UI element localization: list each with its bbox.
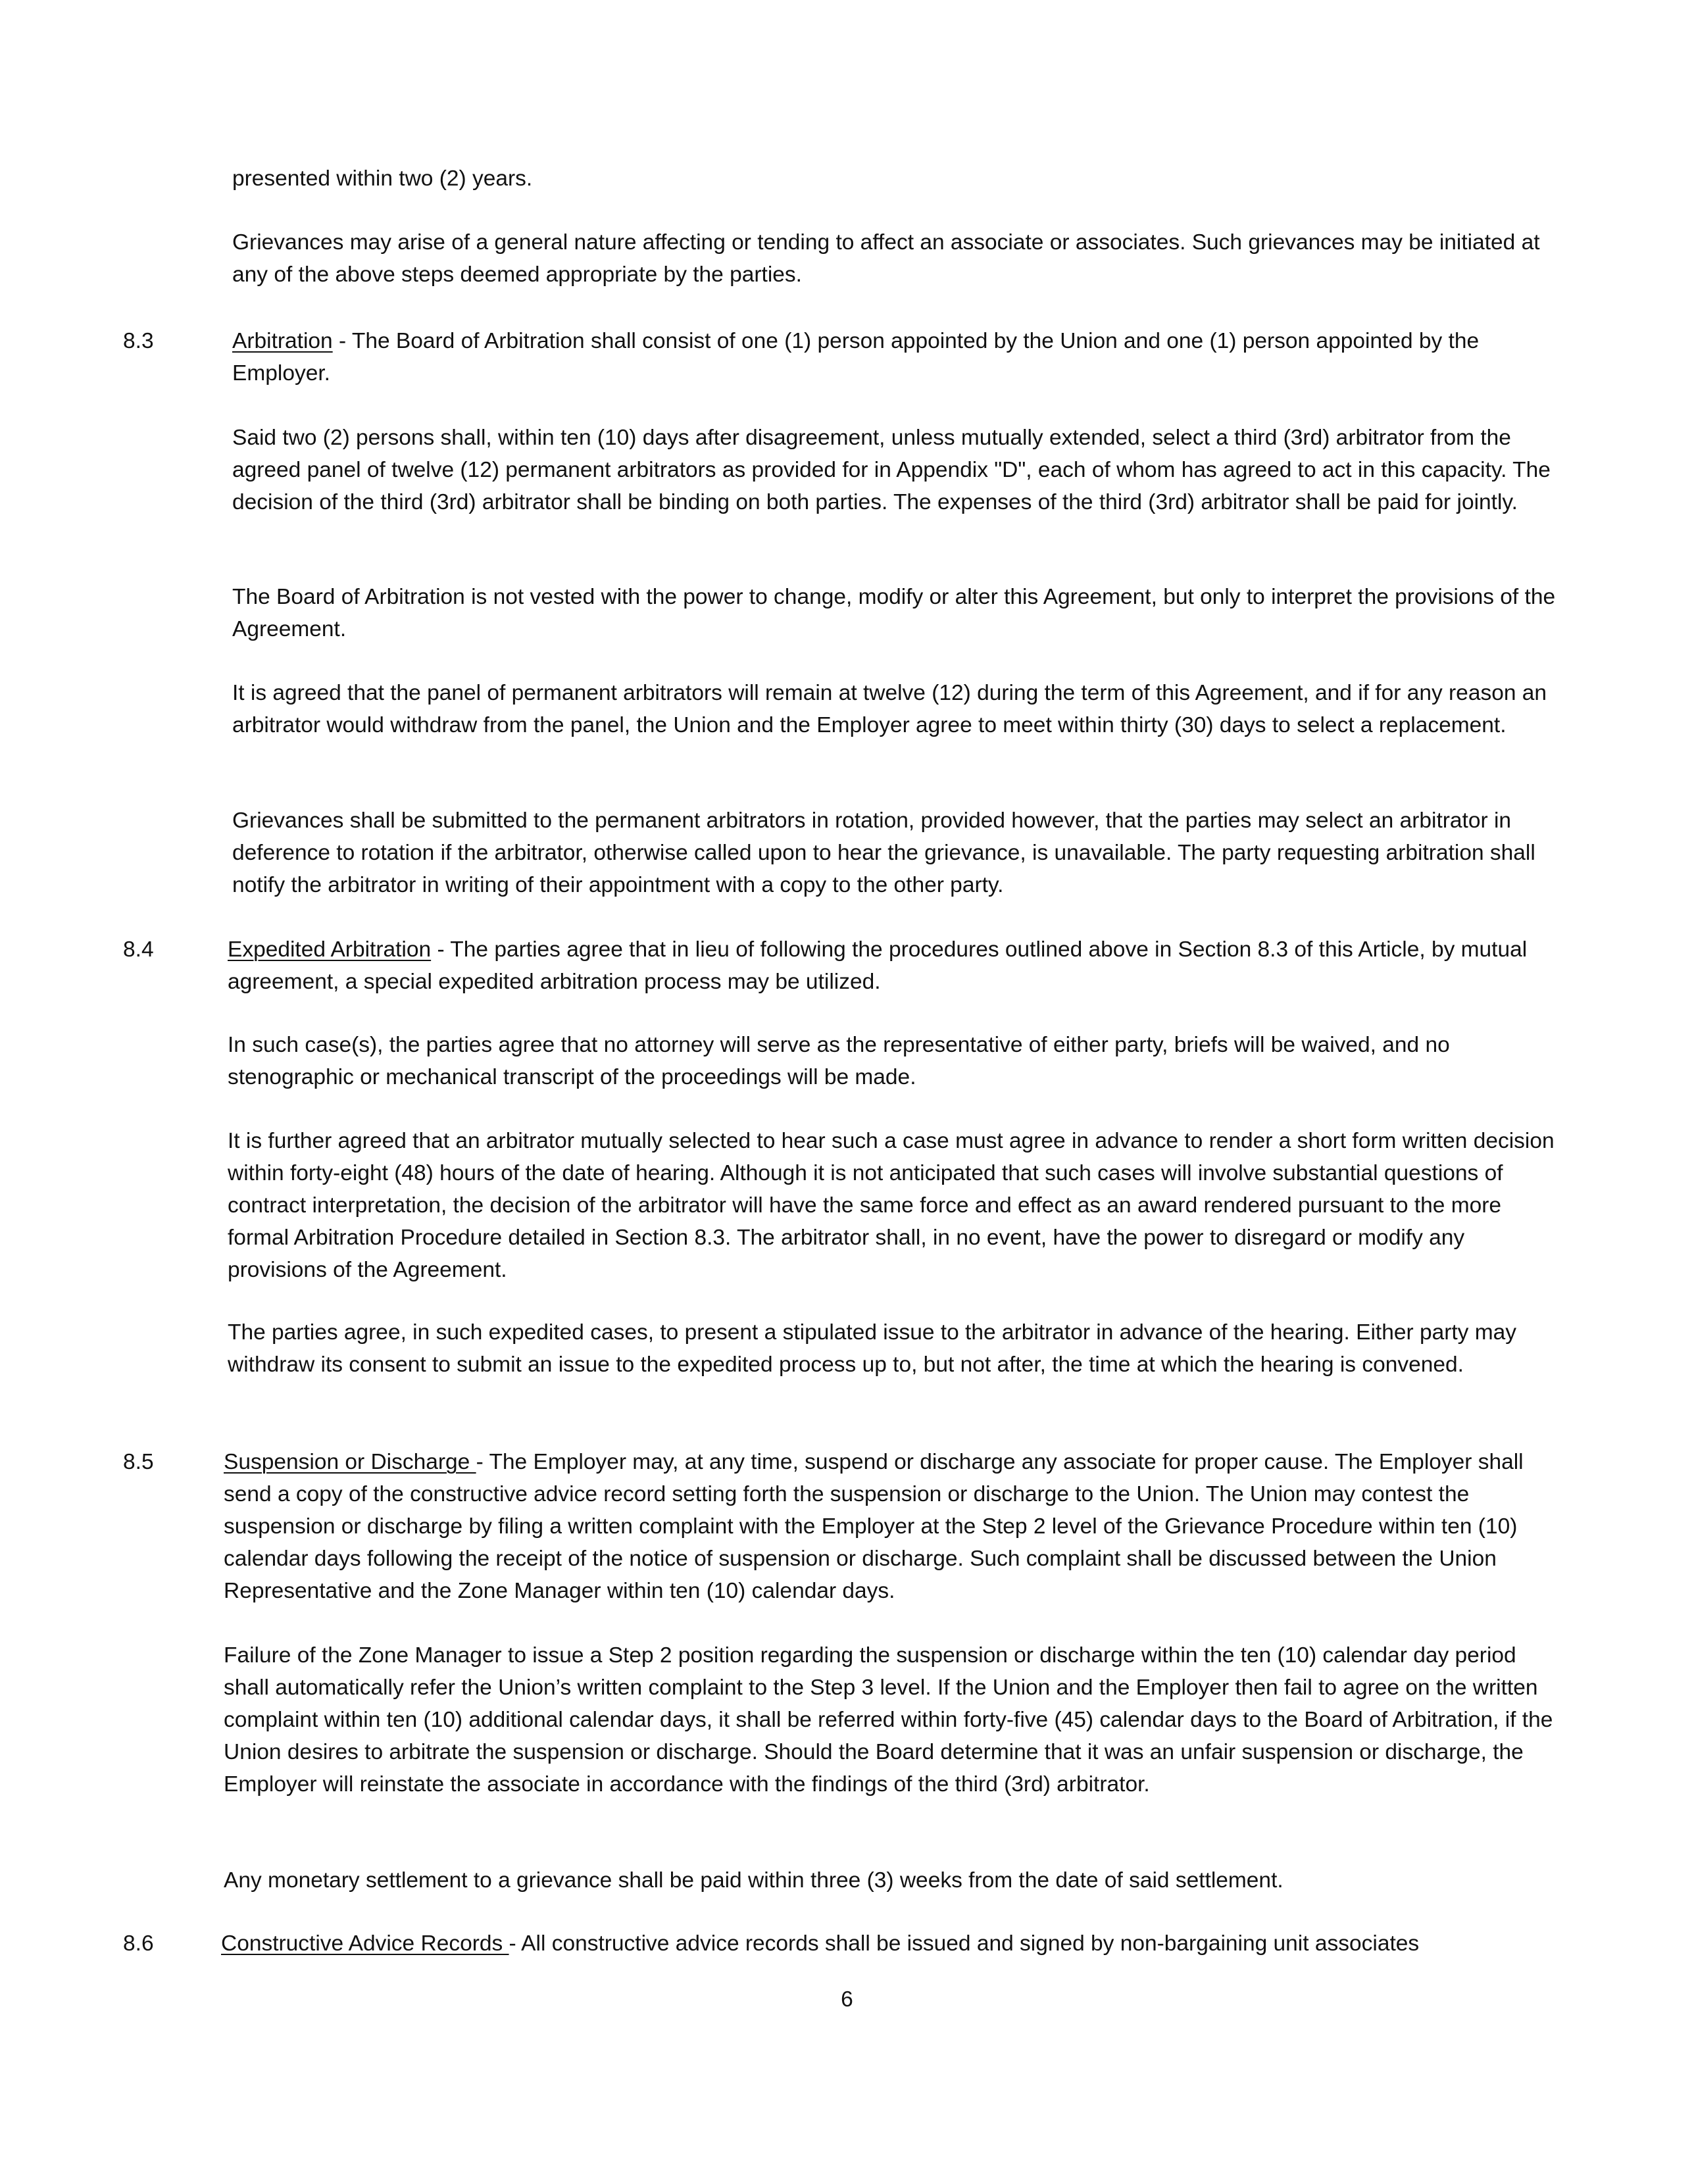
general-grievances-paragraph: Grievances may arise of a general nature affecting or tending to affect an associate or associates. Such grievances may be initiated at any of the above steps deemed appropriate by the parties. xyxy=(232,230,1540,287)
continuation-paragraph: presented within two (2) years. xyxy=(232,166,533,191)
section-number: 8.3 xyxy=(123,329,154,353)
section-heading: Suspension or Discharge xyxy=(224,1450,476,1474)
section-lead-text: - The Board of Arbitration shall consist of one (1) person appointed by the Union and one (1) person appointed by the Employer. xyxy=(232,329,1480,385)
section-heading: Expedited Arbitration xyxy=(228,937,432,962)
section-paragraph: The parties agree, in such expedited cases, to present a stipulated issue to the arbitrator in advance of the hearing. Either party may withdraw its consent to submit an issue to the expedited process up to, but not after, the time at which the hearing is convened. xyxy=(228,1320,1517,1377)
section-heading: Arbitration xyxy=(232,329,333,353)
section-8-5-lead xyxy=(224,1446,1559,1607)
section-lead-text: - The parties agree that in lieu of following the procedures outlined above in Section 8.3 of this Article, by mutual agreement, a special expedited arbitration process may be utilized. xyxy=(228,937,1528,994)
section-8-4-lead xyxy=(228,933,1563,998)
section-paragraph: Said two (2) persons shall, within ten (10) days after disagreement, unless mutually extended, select a third (3rd) arbitrator from the agreed panel of twelve (12) permanent arbitrators as provided for in Appendix "D", each of whom has agreed to act in this capacity. The decision of the third (3rd) arbitrator shall be binding on both parties. The expenses of the third (3rd) arbitrator shall be paid for jointly. xyxy=(232,426,1551,514)
section-paragraph: It is further agreed that an arbitrator mutually selected to hear such a case must agree in advance to render a short form written decision within forty-eight (48) hours of the date of hearing. Although it is not anticipated that such cases will involve substantial questions of contract interpretation, the decision of the arbitrator will have the same force and effect as an award rendered pursuant to the more formal Arbitration Procedure detailed in Section 8.3. The arbitrator shall, in no event, have the power to disregard or modify any provisions of the Agreement. xyxy=(228,1129,1555,1282)
section-heading: Constructive Advice Records xyxy=(221,1931,509,1956)
section-number: 8.6 xyxy=(123,1931,154,1956)
section-lead-text: - All constructive advice records shall be issued and signed by non-bargaining unit associates xyxy=(509,1931,1420,1956)
section-paragraph: The Board of Arbitration is not vested with the power to change, modify or alter this Agreement, but only to interpret the provisions of the Agreement. xyxy=(232,585,1556,641)
section-number: 8.5 xyxy=(123,1450,154,1474)
section-paragraph: Failure of the Zone Manager to issue a Step 2 position regarding the suspension or discharge within the ten (10) calendar day period shall automatically refer the Union’s written complaint to the Step 3 level. If the Union and the Employer then fail to agree on the written complaint within ten (10) additional calendar days, it shall be referred within forty-five (45) calendar days to the Board of Arbitration, if the Union desires to arbitrate the suspension or discharge. Should the Board determine that it was an unfair suspension or discharge, the Employer will reinstate the associate in accordance with the findings of the third (3rd) arbitrator. xyxy=(224,1643,1553,1797)
section-8-6-lead xyxy=(221,1927,1557,1960)
section-number: 8.4 xyxy=(123,937,154,962)
section-paragraph: Any monetary settlement to a grievance shall be paid within three (3) weeks from the date of said settlement. xyxy=(224,1868,1283,1893)
page-number: 6 xyxy=(841,1987,853,2012)
section-paragraph: In such case(s), the parties agree that no attorney will serve as the representative of either party, briefs will be waived, and no stenographic or mechanical transcript of the proceedings will be made. xyxy=(228,1033,1450,1089)
section-paragraph: Grievances shall be submitted to the permanent arbitrators in rotation, provided however, that the parties may select an arbitrator in deference to rotation if the arbitrator, otherwise called upon to hear the grievance, is unavailable. The party requesting arbitration shall notify the arbitrator in writing of their appointment with a copy to the other party. xyxy=(232,808,1535,897)
section-lead-text: - The Employer may, at any time, suspend or discharge any associate for proper cause. The Employer shall send a copy of the constructive advice record setting forth the suspension or discharge to the Union. The Union may contest the suspension or discharge by filing a written complaint with the Employer at the Step 2 level of the Grievance Procedure within ten (10) calendar days following the receipt of the notice of suspension or discharge. Such complaint shall be discussed between the Union Representative and the Zone Manager within ten (10) calendar days. xyxy=(224,1450,1524,1603)
section-8-3-lead xyxy=(232,325,1568,389)
section-paragraph: It is agreed that the panel of permanent arbitrators will remain at twelve (12) during the term of this Agreement, and if for any reason an arbitrator would withdraw from the panel, the Union and the Employer agree to meet within thirty (30) days to select a replacement. xyxy=(232,681,1547,737)
